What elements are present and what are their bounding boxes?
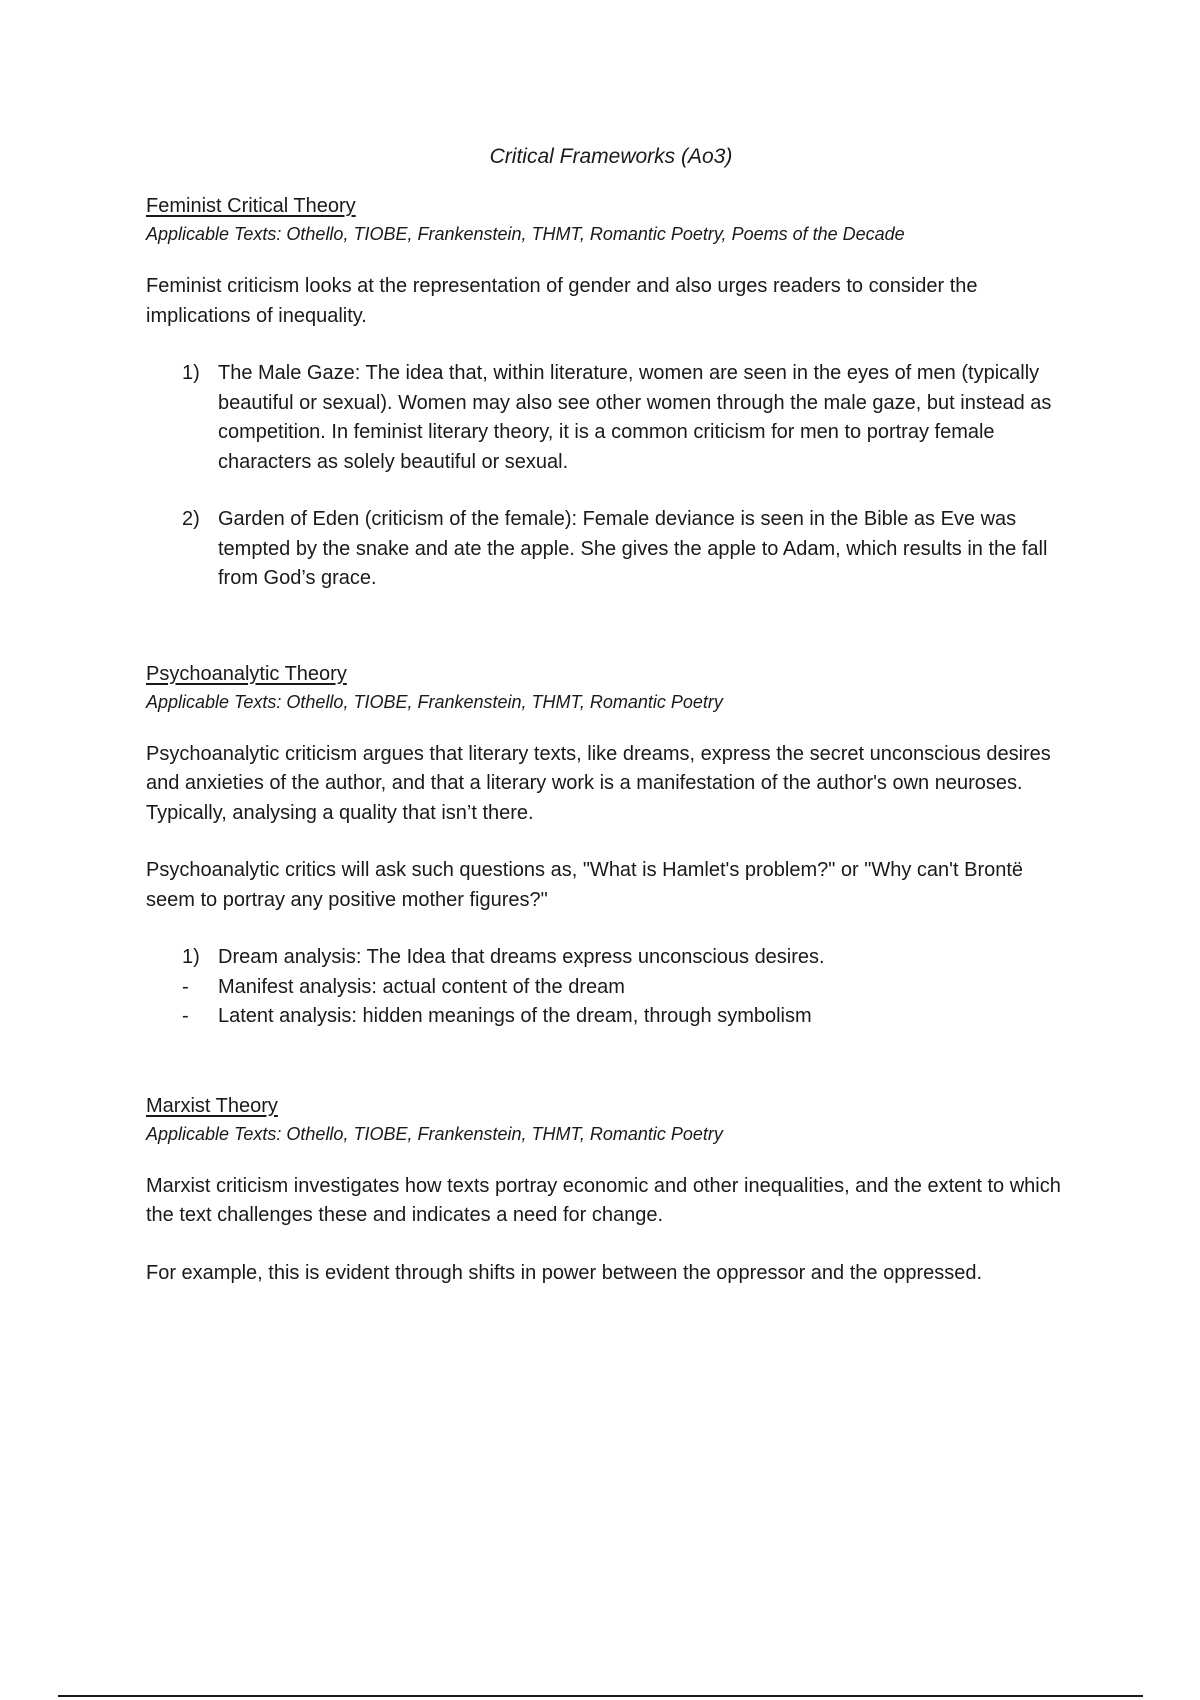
paragraph: Feminist criticism looks at the representation of gender and also urges readers to consider the implications of inequality.	[146, 275, 978, 327]
list-item	[146, 359, 1076, 477]
applicable-texts: Applicable Texts: Othello, TIOBE, Frankenstein, THMT, Romantic Poetry	[146, 691, 723, 712]
document-body	[146, 142, 1076, 1316]
list-marker: -	[182, 1005, 189, 1027]
section-heading: Psychoanalytic Theory	[146, 662, 347, 685]
numbered-list	[146, 359, 1076, 594]
list-item	[146, 505, 1076, 594]
paragraph: Psychoanalytic criticism argues that literary texts, like dreams, express the secret unconscious desires and anxieties of the author, and that a literary work is a manifestation of the author's own neuroses. Typically, analysing a quality that isn’t there.	[146, 742, 1051, 824]
section-marxist-theory	[146, 1092, 1076, 1289]
list-item-text: Dream analysis: The Idea that dreams express unconscious desires.	[218, 946, 825, 968]
paragraph: Marxist criticism investigates how texts portray economic and other inequalities, and the extent to which the text challenges these and indicates a need for change.	[146, 1174, 1061, 1226]
list-item	[146, 943, 1076, 973]
list-item-text: The Male Gaze: The idea that, within literature, women are seen in the eyes of men (typically beautiful or sexual). Women may also see other women through the male gaze, but instead as competition. In feminist literary theory, it is a common criticism for men to portray female characters as solely beautiful or sexual.	[218, 362, 1052, 473]
bottom-divider	[58, 1695, 1143, 1697]
applicable-texts: Applicable Texts: Othello, TIOBE, Frankenstein, THMT, Romantic Poetry, Poems of the Decade	[146, 224, 905, 244]
list-item-text: Garden of Eden (criticism of the female): Female deviance is seen in the Bible as Eve was tempted by the snake and ate the apple. She gives the apple to Adam, which results in the fall from God’s grace.	[218, 508, 1048, 589]
list-item	[146, 973, 1076, 1003]
list-item-text: Manifest analysis: actual content of the dream	[218, 975, 625, 998]
list-marker: 1)	[182, 362, 200, 384]
bulleted-list	[146, 943, 1076, 1032]
section-heading: Marxist Theory	[146, 1094, 278, 1117]
section-feminist-theory	[146, 192, 1076, 594]
document-title: Critical Frameworks (Ao3)	[489, 145, 733, 168]
list-marker: -	[182, 975, 189, 998]
section-heading: Feminist Critical Theory	[146, 195, 356, 217]
section-psychoanalytic-theory	[146, 660, 1076, 1032]
list-item	[146, 1002, 1076, 1032]
list-marker: 2)	[182, 508, 200, 530]
section-spacer	[146, 622, 1076, 660]
paragraph: For example, this is evident through shifts in power between the oppressor and the oppressed.	[146, 1261, 983, 1284]
section-spacer	[146, 1032, 1076, 1092]
list-item-text: Latent analysis: hidden meanings of the dream, through symbolism	[218, 1005, 812, 1027]
paragraph: Psychoanalytic critics will ask such questions as, "What is Hamlet's problem?" or "Why can't Brontë seem to portray any positive mother figures?"	[146, 859, 1024, 911]
applicable-texts: Applicable Texts: Othello, TIOBE, Frankenstein, THMT, Romantic Poetry	[146, 1123, 723, 1144]
list-marker: 1)	[182, 946, 200, 968]
